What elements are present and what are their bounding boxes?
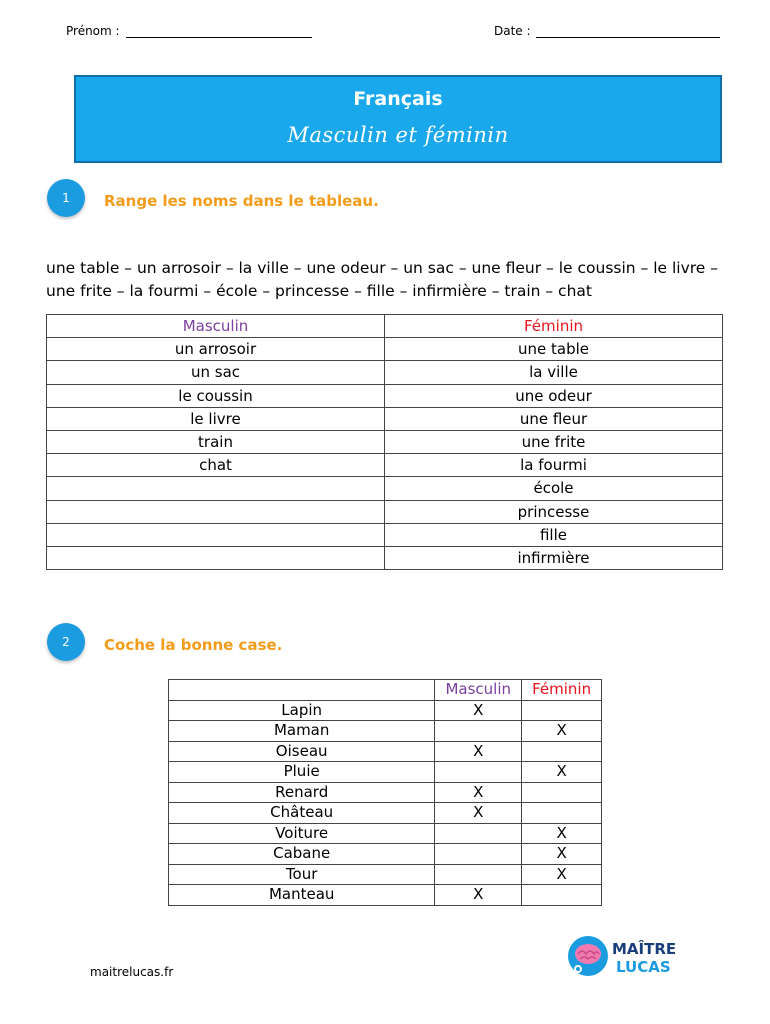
sorting-table [46,314,723,570]
feminin-cell[interactable]: infirmière [385,546,723,569]
noun-cell: Château [169,803,435,824]
table-row [169,721,602,742]
masculin-check-cell[interactable]: X [435,803,522,824]
masculin-cell[interactable] [47,546,385,569]
feminin-check-cell[interactable] [522,700,602,721]
masculin-cell[interactable]: train [47,430,385,453]
table-row [47,430,723,453]
feminin-check-cell[interactable] [522,885,602,906]
masculin-check-cell[interactable] [435,721,522,742]
feminin-cell[interactable]: princesse [385,500,723,523]
table-row [169,700,602,721]
header-empty [169,680,435,701]
check-table [168,679,602,906]
sorting-table-header-row [47,315,723,338]
table-row [169,823,602,844]
feminin-cell[interactable]: une frite [385,430,723,453]
table-row [169,864,602,885]
noun-cell: Pluie [169,762,435,783]
masculin-check-cell[interactable]: X [435,782,522,803]
table-row [169,741,602,762]
noun-cell: Tour [169,864,435,885]
noun-cell: Oiseau [169,741,435,762]
feminin-cell[interactable]: la fourmi [385,454,723,477]
table-row [47,338,723,361]
masculin-cell[interactable]: un sac [47,361,385,384]
masculin-cell[interactable] [47,523,385,546]
prenom-line[interactable] [126,37,312,38]
table-row [47,500,723,523]
feminin-check-cell[interactable]: X [522,762,602,783]
masculin-check-cell[interactable]: X [435,741,522,762]
table-row [169,885,602,906]
table-row [169,803,602,824]
header-feminin: Féminin [385,315,723,338]
exercise-1-badge: 1 [47,179,85,217]
page-subtitle: Masculin et féminin [287,123,509,147]
title-banner [74,75,722,163]
feminin-check-cell[interactable] [522,803,602,824]
brain-logo-icon [566,932,686,980]
feminin-cell[interactable]: une table [385,338,723,361]
logo-line-1: MAÎTRE [612,940,677,958]
logo-line-2: LUCAS [616,958,671,976]
table-row [47,523,723,546]
header-masculin: Masculin [435,680,522,701]
date-label: Date : [494,24,531,38]
header-masculin: Masculin [47,315,385,338]
page-title: Français [353,88,443,110]
masculin-cell[interactable] [47,500,385,523]
table-row [169,762,602,783]
masculin-check-cell[interactable]: X [435,885,522,906]
table-row [47,361,723,384]
exercise-2-badge: 2 [47,623,85,661]
masculin-cell[interactable]: un arrosoir [47,338,385,361]
feminin-cell[interactable]: fille [385,523,723,546]
word-list: une table – un arrosoir – la ville – une odeur – un sac – une fleur – le coussin – le livre – une frite – la fourmi – école – princesse – fille – infirmière – train – chat [46,259,719,300]
table-row [169,844,602,865]
exercise-2-instruction: Coche la bonne case. [104,636,283,654]
masculin-cell[interactable] [47,477,385,500]
masculin-check-cell[interactable]: X [435,700,522,721]
feminin-check-cell[interactable] [522,782,602,803]
feminin-check-cell[interactable]: X [522,864,602,885]
feminin-cell[interactable]: une odeur [385,384,723,407]
masculin-check-cell[interactable] [435,844,522,865]
feminin-cell[interactable]: école [385,477,723,500]
header-feminin: Féminin [522,680,602,701]
table-row [47,384,723,407]
table-row [169,782,602,803]
noun-cell: Voiture [169,823,435,844]
masculin-cell[interactable]: le coussin [47,384,385,407]
exercise-1-instruction: Range les noms dans le tableau. [104,192,379,210]
noun-cell: Cabane [169,844,435,865]
feminin-cell[interactable]: la ville [385,361,723,384]
feminin-check-cell[interactable]: X [522,823,602,844]
noun-cell: Maman [169,721,435,742]
table-row [47,477,723,500]
feminin-check-cell[interactable]: X [522,844,602,865]
noun-cell: Manteau [169,885,435,906]
table-row [47,546,723,569]
feminin-check-cell[interactable] [522,741,602,762]
masculin-cell[interactable]: chat [47,454,385,477]
masculin-check-cell[interactable] [435,823,522,844]
masculin-check-cell[interactable] [435,864,522,885]
maitre-lucas-logo [566,932,686,980]
footer-site: maitrelucas.fr [90,965,174,979]
table-row [47,407,723,430]
noun-cell: Renard [169,782,435,803]
noun-cell: Lapin [169,700,435,721]
check-table-header-row [169,680,602,701]
feminin-cell[interactable]: une fleur [385,407,723,430]
masculin-cell[interactable]: le livre [47,407,385,430]
masculin-check-cell[interactable] [435,762,522,783]
date-line[interactable] [536,37,720,38]
prenom-label: Prénom : [66,24,120,38]
table-row [47,454,723,477]
feminin-check-cell[interactable]: X [522,721,602,742]
